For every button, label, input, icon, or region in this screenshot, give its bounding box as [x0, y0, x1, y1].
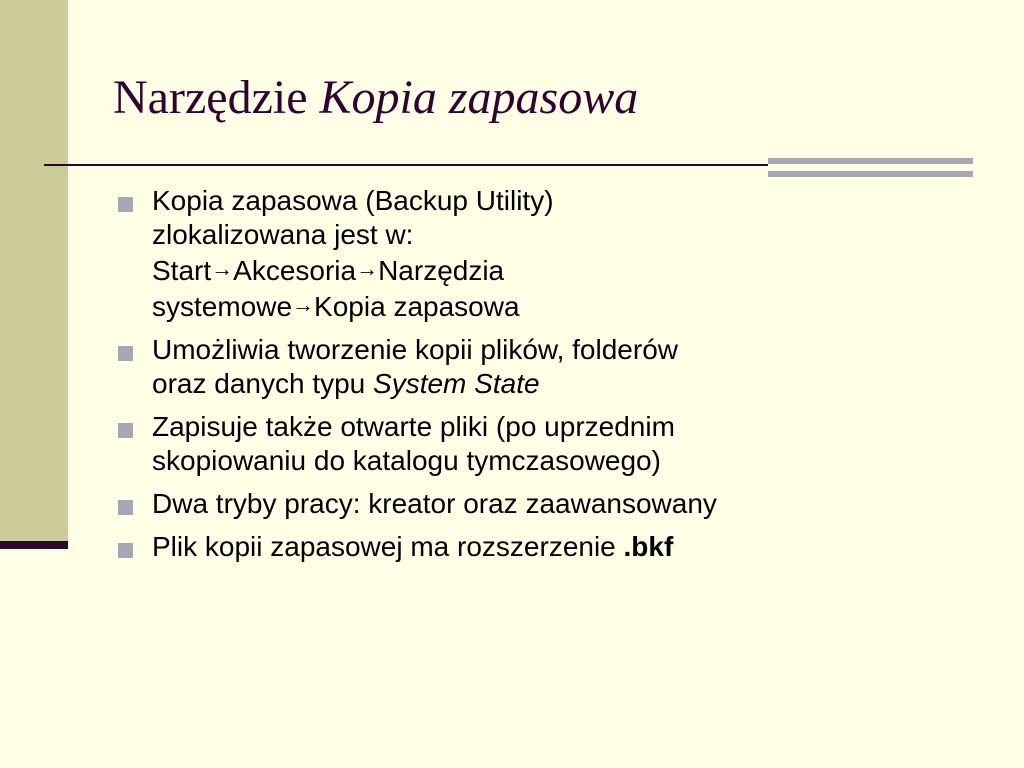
bullet-extension-text: Plik kopii zapasowej ma rozszerzenie: [152, 531, 624, 562]
slide-title-prefix: Narzędzie: [113, 71, 320, 124]
bullet-list: [116, 184, 996, 573]
path-kopia-zapasowa: Kopia zapasowa: [314, 291, 520, 322]
bullet-item-capabilities: [116, 333, 996, 401]
accent-bar-bottom: [768, 171, 973, 177]
bullet-item-extension: [116, 530, 996, 564]
left-band-accent-line: [0, 541, 68, 549]
bullet-modes-text: Dwa tryby pracy: kreator oraz zaawansowany: [152, 488, 717, 519]
bullet-capabilities-line2: oraz danych typu: [152, 368, 374, 399]
bullet-open-files-line2: skopiowaniu do katalogu tymczasowego): [152, 445, 661, 476]
path-systemowe: systemowe: [152, 291, 293, 322]
bullet-location-line2: zlokalizowana jest w:: [152, 219, 414, 250]
path-start: Start: [152, 255, 212, 286]
bullet-item-open-files: [116, 410, 996, 478]
title-underline: [44, 164, 768, 166]
bullet-item-location: [116, 184, 996, 324]
accent-bar-top: [768, 158, 973, 164]
bullet-location-line1: Kopia zapasowa (Backup Utility): [152, 185, 554, 216]
square-bullet-icon: [118, 500, 133, 515]
bullet-open-files-line1: Zapisuje także otwarte pliki (po uprzednim: [152, 411, 675, 442]
square-bullet-icon: [118, 346, 133, 361]
arrow-right-icon: →: [292, 292, 315, 317]
path-narzedzia: Narzędzia: [378, 255, 505, 286]
path-akcesoria: Akcesoria: [233, 255, 357, 286]
square-bullet-icon: [118, 423, 133, 438]
slide-title: [113, 66, 638, 130]
bullet-extension-bold: .bkf: [623, 531, 674, 562]
arrow-right-icon: →: [356, 256, 379, 281]
left-decorative-band: [0, 0, 68, 541]
bullet-capabilities-italic: System State: [373, 368, 540, 399]
slide-title-italic: Kopia zapasowa: [319, 71, 639, 124]
arrow-right-icon: →: [211, 256, 234, 281]
square-bullet-icon: [118, 197, 133, 212]
bullet-item-modes: [116, 487, 996, 521]
square-bullet-icon: [118, 543, 133, 558]
bullet-capabilities-line1: Umożliwia tworzenie kopii plików, folderów: [152, 334, 678, 365]
